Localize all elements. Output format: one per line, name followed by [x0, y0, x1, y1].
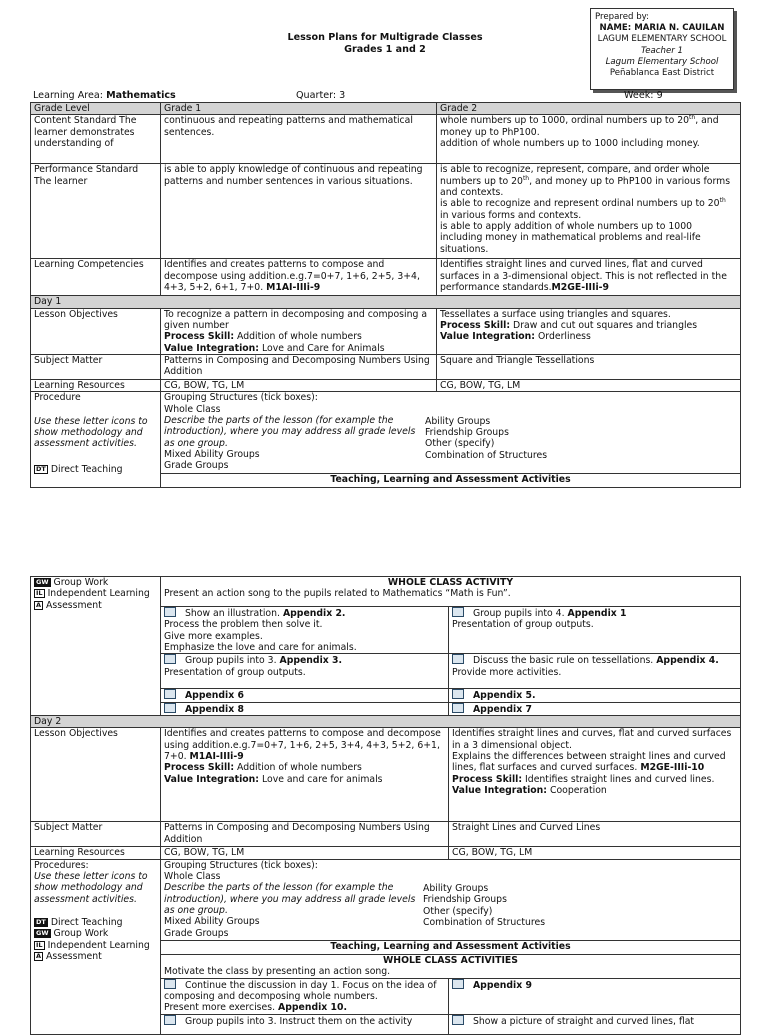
- subject-matter-g1: Patterns in Composing and Decomposing Numbers Using Addition: [161, 354, 437, 379]
- grade1-header: Grade 1: [161, 103, 437, 115]
- d2-group-work-label: Group Work: [53, 928, 109, 940]
- d2-assessment-legend: [34, 951, 157, 962]
- district-name: Peñablanca East District: [609, 67, 715, 78]
- wca-heading: WHOLE CLASS ACTIVITY: [387, 577, 514, 588]
- d2-direct-teaching-label: Direct Teaching: [50, 916, 123, 928]
- g1-app8: Appendix 8: [184, 703, 244, 715]
- lesson-plan-table-1: [30, 102, 741, 488]
- resources-label: Learning Resources: [31, 379, 161, 391]
- g2-group: Group pupils into 4.: [472, 608, 565, 619]
- d2-g1-continue: Continue the discussion in day 1. Focus on the idea of composing and decomposing whole numbers.: [164, 979, 437, 1002]
- g2-group-app: Appendix 1: [567, 608, 627, 619]
- d2-objectives-g1: [161, 728, 449, 822]
- day2-row: [31, 715, 741, 727]
- objectives-g2-process: Draw and cut out squares and triangles: [513, 319, 698, 331]
- grouping-whole-class: Whole Class: [164, 403, 221, 415]
- d2-g1-continue-cell: [161, 978, 449, 1014]
- grouping-mixed: Mixed Ability Groups: [164, 448, 260, 460]
- direct-teaching-legend: [34, 464, 157, 475]
- competencies-label: Learning Competencies: [31, 259, 161, 296]
- content-g2-b: , and money up to PhP100.: [440, 115, 719, 138]
- g1-show-app: Appendix 2.: [282, 608, 346, 619]
- checkbox[interactable]: [452, 607, 464, 617]
- d2-obj-g2-l2: Explains the differences between straight lines and curved lines, flat surfaces and curved surfaces.: [452, 750, 726, 774]
- d2-subject-g2: Straight Lines and Curved Lines: [449, 822, 741, 847]
- d2-g2-app9-cell: [449, 978, 741, 1014]
- process-skill-label: Process Skill:: [164, 331, 235, 343]
- wca-cell: [161, 577, 741, 607]
- checkbox[interactable]: [164, 689, 176, 699]
- checkbox[interactable]: [452, 979, 464, 989]
- d2-grouping-friendship: Friendship Groups: [423, 894, 507, 906]
- performance-standard-label: Performance Standard The learner: [31, 164, 161, 259]
- d2-subject-label: Subject Matter: [31, 822, 161, 847]
- grade2-header: Grade 2: [437, 103, 741, 115]
- competencies-g2-code: M2GE-IIIi-9: [551, 281, 609, 293]
- d2-obj-g2-value: Cooperation: [549, 784, 607, 796]
- performance-g2-e: is able to apply addition of whole numbers up to 1000 including money in mathematical problems and real-life situations.: [440, 220, 701, 255]
- checkbox[interactable]: [164, 654, 176, 664]
- checkbox[interactable]: [164, 607, 176, 617]
- checkbox[interactable]: [452, 689, 464, 699]
- title-line1: Lesson Plans for Multigrade Classes: [287, 32, 483, 43]
- d2-wcas-text: Motivate the class by presenting an action song.: [164, 966, 391, 978]
- d2-wcas-cell: [161, 954, 740, 978]
- g2-discuss: Discuss the basic rule on tessellations.: [472, 655, 654, 667]
- subject-matter-row: [31, 354, 741, 379]
- g1-app6: Appendix 6: [184, 690, 244, 702]
- g1-group3-l2: Presentation of group outputs.: [164, 666, 306, 678]
- d1-g2-group-cell: [449, 607, 741, 654]
- objectives-g2: [437, 308, 741, 354]
- d2-obj-g1-text: Identifies and creates patterns to compose and decompose using addition.e.g.7=0+7, 1+6, 2+5, 3+4, 4+3, 5+2, 6+1, 7+0.: [164, 728, 441, 762]
- day1-label: Day 1: [31, 296, 741, 308]
- subject-matter-label: Subject Matter: [31, 354, 161, 379]
- d1-g1-app6-cell: [161, 689, 449, 702]
- d2-grouping-cell: [161, 859, 741, 978]
- g1-group3: Group pupils into 3.: [184, 655, 277, 667]
- performance-standard-g2: [437, 164, 741, 259]
- d2-assessment-label: Assessment: [46, 950, 102, 962]
- d2-obj-g2-code: M2GE-IIIi-10: [640, 762, 705, 774]
- value-integration-label: Value Integration:: [164, 342, 260, 354]
- content-g2-a: whole numbers up to 1000, ordinal numbers up to 20: [440, 115, 690, 127]
- d2-procedures-label: Procedures:: [34, 859, 89, 871]
- d2-objectives-label: Lesson Objectives: [31, 728, 161, 822]
- independent-label: Independent Learning: [47, 588, 150, 600]
- value-integration-label: Value Integration:: [164, 773, 260, 785]
- grouping-friendship: Friendship Groups: [425, 426, 509, 438]
- gw-icon: GW: [36, 578, 49, 586]
- g1-show-l3: Give more examples.: [164, 630, 263, 642]
- grouping-title: Grouping Structures (tick boxes):: [164, 392, 318, 404]
- prepared-by-label: Prepared by:: [595, 12, 650, 22]
- g2-discuss-app: Appendix 4.: [656, 655, 719, 667]
- d2-independent-legend: [34, 940, 157, 951]
- resources-g2: CG, BOW, TG, LM: [437, 379, 741, 391]
- d2-objectives-g2: [449, 728, 741, 822]
- checkbox[interactable]: [164, 703, 176, 713]
- day1-row: [31, 296, 741, 308]
- d1-g2-app5-cell: [449, 689, 741, 702]
- objectives-g2-text: Tessellates a surface using triangles and squares.: [440, 308, 671, 320]
- d2-grouping-grade-groups: Grade Groups: [164, 927, 229, 939]
- value-integration-label: Value Integration:: [452, 784, 548, 796]
- checkbox[interactable]: [164, 979, 176, 989]
- learning-area-label: Learning Area:: [33, 90, 104, 101]
- d2-obj-g1-value: Love and care for animals: [261, 773, 383, 785]
- checkbox[interactable]: [164, 1015, 176, 1025]
- content-standard-row: [31, 115, 741, 164]
- checkbox[interactable]: [452, 1015, 464, 1025]
- objectives-g2-value: Orderliness: [537, 331, 591, 343]
- d2-g1-group: Group pupils into 3. Instruct them on the activity: [184, 1015, 413, 1027]
- day2-label: Day 2: [31, 715, 741, 727]
- il-icon: IL: [36, 940, 43, 949]
- week-label: Week: 9: [624, 90, 663, 101]
- g2-group-l2: Presentation of group outputs.: [452, 619, 594, 631]
- wca-text: Present an action song to the pupils related to Mathematics “Math is Fun”.: [164, 588, 511, 600]
- competencies-g1-text: Identifies and creates patterns to compose and decompose using addition.e.g.7=0+7, 1+6, 2+5, 3+4, 4+3, 5+2, 6+1, 7+0.: [164, 259, 420, 293]
- d2-direct-teaching-legend: [34, 917, 157, 928]
- d2-g1-present: Present more exercises.: [164, 1002, 276, 1014]
- title-line2: Grades 1 and 2: [344, 44, 426, 56]
- grouping-cell: [161, 392, 741, 487]
- performance-g2-b: , and money up to PhP100 in various forms and contexts.: [440, 175, 731, 198]
- checkbox[interactable]: [452, 654, 464, 664]
- school-name-italic: Lagum Elementary School: [605, 56, 719, 67]
- procedure-row: [31, 392, 741, 487]
- d1-g1-app8-cell: [161, 702, 449, 715]
- a-icon: A: [36, 600, 42, 609]
- d2-g2-app9: Appendix 9: [472, 979, 532, 991]
- d2-grouping-ability: Ability Groups: [423, 882, 489, 894]
- d1-g2-discuss-cell: [449, 654, 741, 689]
- d2-objectives-row: [31, 728, 741, 822]
- legend-cell: [31, 577, 161, 716]
- d2-resources-g2: CG, BOW, TG, LM: [449, 847, 741, 859]
- g2-app5: Appendix 5.: [472, 690, 536, 702]
- wca-row: [31, 577, 741, 607]
- il-icon: IL: [36, 589, 43, 598]
- assessment-label: Assessment: [46, 599, 102, 611]
- d2-wcas-heading: WHOLE CLASS ACTIVITIES: [383, 954, 518, 966]
- quarter-label: Quarter: 3: [296, 90, 346, 101]
- meta-row: [33, 90, 743, 102]
- prepared-by-box: [590, 8, 734, 90]
- d2-obj-g2-text: Identifies straight lines and curves, flat and curved surfaces in a 3 dimensional object.: [452, 728, 732, 751]
- d2-grouping-whole-class: Whole Class: [164, 870, 221, 882]
- performance-g2-a: is able to recognize, represent, compare, and order whole numbers up to 20: [440, 164, 710, 187]
- resources-g1: CG, BOW, TG, LM: [161, 379, 437, 391]
- performance-g2-c: is able to recognize and represent ordinal numbers up to 20: [440, 198, 720, 210]
- d2-obj-g1-process: Addition of whole numbers: [237, 762, 362, 774]
- grade-header-row: [31, 103, 741, 115]
- g2-discuss-l2: Provide more activities.: [452, 666, 562, 678]
- learning-area-value: Mathematics: [106, 90, 176, 101]
- d2-grouping-title: Grouping Structures (tick boxes):: [164, 859, 318, 871]
- d2-g1-group-cell: [161, 1014, 449, 1034]
- performance-standard-row: [31, 164, 741, 259]
- page-title: [240, 32, 530, 57]
- d2-g2-show: Show a picture of straight and curved lines, flat: [472, 1015, 695, 1027]
- process-skill-label: Process Skill:: [440, 319, 511, 331]
- group-work-label: Group Work: [53, 577, 109, 588]
- competencies-g1-code: M1AI-IIIi-9: [266, 281, 321, 293]
- direct-teaching-label: Direct Teaching: [50, 463, 123, 475]
- d2-resources-g1: CG, BOW, TG, LM: [161, 847, 449, 859]
- performance-g2-sup1: th: [522, 174, 530, 182]
- competencies-g1: [161, 259, 437, 296]
- competencies-g2-text: Identifies straight lines and curved lines, flat and curved surfaces in a 3-dimensional object. This is not reflected in the performance standards.: [440, 259, 727, 293]
- performance-g2-d: in various forms and contexts.: [440, 209, 582, 221]
- gw-icon: GW: [36, 929, 49, 938]
- content-g2-c: addition of whole numbers up to 1000 including money.: [440, 137, 700, 149]
- lesson-plan-table-2: [30, 576, 741, 1035]
- d1-g2-app7-cell: [449, 702, 741, 715]
- grouping-ability: Ability Groups: [425, 415, 491, 427]
- d2-g2-show-cell: [449, 1014, 741, 1034]
- d1-g1-group3-cell: [161, 654, 449, 689]
- teacher-position: Teacher 1: [641, 45, 683, 56]
- d2-resources-row: [31, 847, 741, 859]
- d2-independent-label: Independent Learning: [47, 939, 150, 951]
- d2-g1-present-app: Appendix 10.: [278, 1002, 347, 1014]
- process-skill-label: Process Skill:: [164, 762, 235, 774]
- teacher-name: NAME: MARIA N. CAUILAN: [599, 23, 725, 34]
- procedure-note: Use these letter icons to show methodology and assessment activities.: [34, 415, 148, 450]
- d2-grouping-other: Other (specify): [423, 905, 493, 917]
- d2-grouping-combination: Combination of Structures: [423, 916, 546, 928]
- performance-standard-g1: is able to apply knowledge of continuous and repeating patterns and number sentences in various situations.: [161, 164, 437, 259]
- content-standard-g2: [437, 115, 741, 164]
- grouping-describe: Describe the parts of the lesson (for example the introduction), where you may address all grade levels as one group.: [164, 414, 416, 449]
- d2-subject-g1: Patterns in Composing and Decomposing Numbers Using Addition: [161, 822, 449, 847]
- performance-g2-sup2: th: [719, 197, 726, 205]
- competencies-row: [31, 259, 741, 296]
- grouping-combination: Combination of Structures: [425, 449, 548, 461]
- d2-group-work-legend: [34, 928, 157, 939]
- grade-level-header: Grade Level: [31, 103, 161, 115]
- assessment-legend: [34, 600, 157, 611]
- content-g2-sup: th: [689, 114, 696, 122]
- objectives-label: Lesson Objectives: [31, 308, 161, 354]
- d2-subject-row: [31, 822, 741, 847]
- d2-tla-heading: Teaching, Learning and Assessment Activities: [161, 940, 740, 954]
- content-standard-label: Content Standard The learner demonstrates understanding of: [31, 115, 161, 164]
- process-skill-label: Process Skill:: [452, 773, 523, 785]
- objectives-row: [31, 308, 741, 354]
- dt-icon: DT: [36, 464, 46, 473]
- procedure-label: Procedure: [34, 392, 81, 404]
- checkbox[interactable]: [452, 703, 464, 713]
- d2-obj-g2-process: Identifies straight lines and curved lines.: [525, 773, 715, 785]
- d2-procedure-cell: [31, 859, 161, 1034]
- g1-show: Show an illustration.: [184, 608, 280, 619]
- grouping-other: Other (specify): [425, 438, 495, 450]
- a-icon: A: [36, 951, 42, 960]
- competencies-g2: [437, 259, 741, 296]
- independent-legend: [34, 588, 157, 599]
- school-name: LAGUM ELEMENTARY SCHOOL: [597, 34, 727, 45]
- g1-show-l2: Process the problem then solve it.: [164, 619, 323, 631]
- tla-heading: Teaching, Learning and Assessment Activities: [161, 473, 740, 487]
- resources-row: [31, 379, 741, 391]
- d2-obj-g1-code: M1AI-IIIi-9: [189, 750, 244, 762]
- g1-group3-app: Appendix 3.: [279, 655, 343, 667]
- d2-procedure-note: Use these letter icons to show methodology and assessment activities.: [34, 870, 148, 905]
- objectives-g1-value: Love and Care for Animals: [261, 342, 385, 354]
- g1-show-l4: Emphasize the love and care for animals.: [164, 641, 357, 653]
- content-standard-g1: continuous and repeating patterns and mathematical sentences.: [161, 115, 437, 164]
- objectives-g1: [161, 308, 437, 354]
- objectives-g1-process: Addition of whole numbers: [237, 331, 362, 343]
- learning-area: [33, 90, 176, 102]
- procedure-cell: [31, 392, 161, 487]
- d1-g1-show-cell: [161, 607, 449, 654]
- d2-resources-label: Learning Resources: [31, 847, 161, 859]
- value-integration-label: Value Integration:: [440, 331, 536, 343]
- g2-app7: Appendix 7: [472, 703, 532, 715]
- objectives-g1-text: To recognize a pattern in decomposing and composing a given number: [164, 308, 428, 331]
- dt-icon: DT: [36, 917, 46, 926]
- grouping-grade-groups: Grade Groups: [164, 460, 229, 472]
- d2-grouping-mixed: Mixed Ability Groups: [164, 916, 260, 928]
- d2-grouping-describe: Describe the parts of the lesson (for example the introduction), where you may address all grade levels as one group.: [164, 882, 416, 916]
- d2-procedure-row: [31, 859, 741, 978]
- subject-matter-g2: Square and Triangle Tessellations: [437, 354, 741, 379]
- group-work-legend: [34, 577, 157, 588]
